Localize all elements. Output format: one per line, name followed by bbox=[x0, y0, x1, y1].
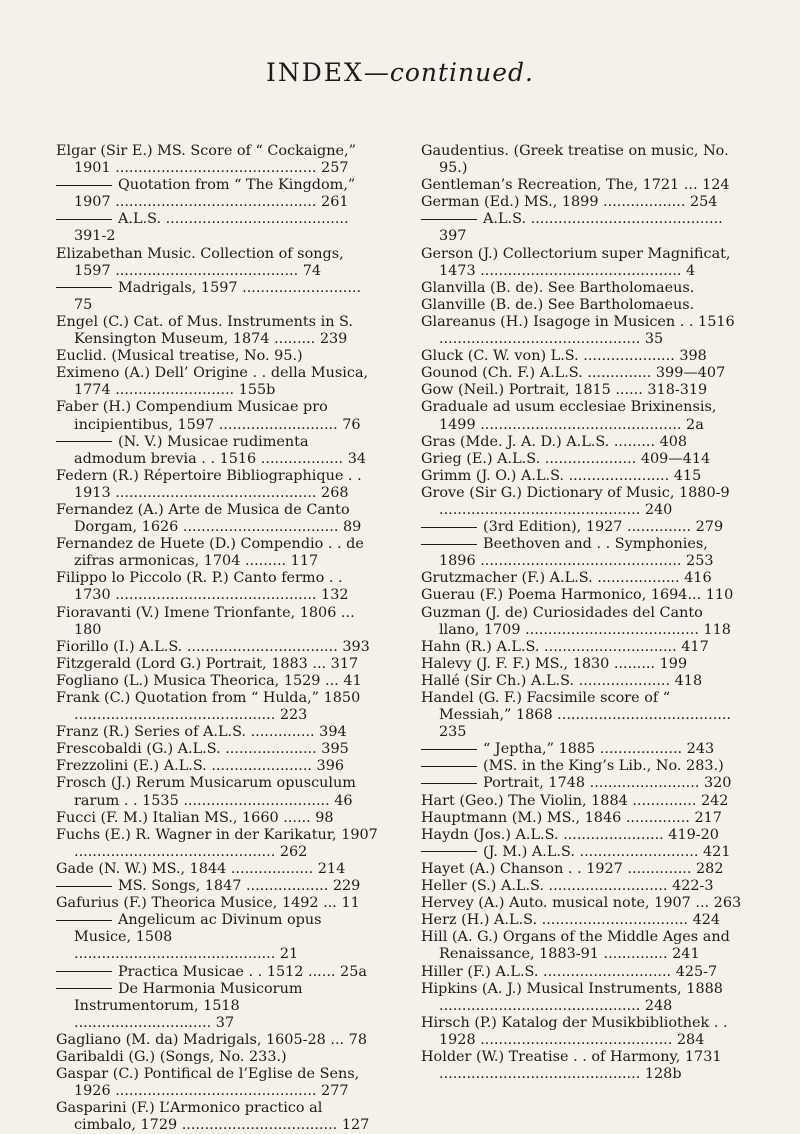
index-entry bbox=[56, 758, 378, 775]
entry-text: Hervey (A.) Auto. musical note, 1907 ... 263 bbox=[421, 895, 742, 912]
index-subentry bbox=[56, 280, 378, 314]
ditto-rule bbox=[421, 527, 477, 528]
entry-text: Fucci (F. M.) Italian MS., 1660 ...... 98 bbox=[56, 809, 334, 826]
ditto-rule bbox=[421, 219, 477, 220]
index-entry bbox=[421, 981, 743, 1015]
ditto-rule bbox=[56, 287, 112, 288]
entry-text: Glanvilla (B. de). See Bartholomaeus. bbox=[421, 279, 695, 296]
index-entry bbox=[421, 280, 743, 297]
index-entry bbox=[421, 382, 743, 399]
entry-text: (MS. in the King’s Lib., No. 283.) bbox=[483, 758, 724, 775]
entry-text: Guerau (F.) Poema Harmonico, 1694... 110 bbox=[421, 587, 734, 604]
entry-text: Fiorillo (I.) A.L.S. ................................. 393 bbox=[56, 638, 370, 655]
entry-text: Faber (H.) Compendium Musicae pro incipientibus, 1597 .......................... 76 bbox=[56, 399, 361, 433]
index-entry bbox=[56, 861, 378, 878]
index-entry bbox=[56, 143, 378, 177]
page-heading bbox=[0, 58, 800, 87]
index-subentry bbox=[56, 964, 378, 981]
index-entry bbox=[421, 1049, 743, 1083]
entry-text: Garibaldi (G.) (Songs, No. 233.) bbox=[56, 1048, 287, 1065]
entry-text: Gasparini (F.) L’Armonico practico al cimbalo, 1729 .................................. 127 bbox=[56, 1100, 370, 1134]
entry-text: Heller (S.) A.L.S. .......................... 422-3 bbox=[421, 878, 714, 895]
index-entry bbox=[56, 1032, 378, 1049]
entry-text: Glanville (B. de.) See Bartholomaeus. bbox=[421, 296, 695, 313]
entry-text: Hayet (A.) Chanson . . 1927 .............. 282 bbox=[421, 860, 724, 877]
index-entry bbox=[56, 348, 378, 365]
ditto-rule bbox=[56, 988, 112, 989]
ditto-rule bbox=[421, 851, 477, 852]
entry-text: Hart (Geo.) The Violin, 1884 .............. 242 bbox=[421, 792, 729, 809]
index-entry bbox=[56, 741, 378, 758]
entry-text: Gafurius (F.) Theorica Musice, 1492 ... 11 bbox=[56, 895, 360, 912]
entry-text: Beethoven and . . Symphonies, 1896 ............................................ 253 bbox=[439, 536, 714, 570]
index-entry bbox=[421, 964, 743, 981]
entry-text: Fuchs (E.) R. Wagner in der Karikatur, 1907 ............................................ 262 bbox=[56, 826, 378, 860]
entry-text: Madrigals, 1597 .......................... 75 bbox=[74, 279, 362, 313]
entry-text: Hallé (Sir Ch.) A.L.S. .................... 418 bbox=[421, 672, 703, 689]
index-entry bbox=[421, 485, 743, 519]
index-entry bbox=[56, 775, 378, 809]
entry-text: Gras (Mde. J. A. D.) A.L.S. ......... 408 bbox=[421, 433, 688, 450]
entry-text: Angelicum ac Divinum opus Musice, 1508 ............................................ 21 bbox=[74, 912, 322, 963]
index-entry bbox=[56, 605, 378, 639]
index-entry bbox=[421, 895, 743, 912]
index-entry bbox=[421, 929, 743, 963]
entry-text: Frosch (J.) Rerum Musicarum opusculum rarum . . 1535 ................................ 46 bbox=[56, 775, 356, 809]
index-subentry bbox=[421, 536, 743, 570]
index-entry bbox=[421, 570, 743, 587]
index-entry bbox=[56, 399, 378, 433]
entry-text: Gade (N. W.) MS., 1844 .................. 214 bbox=[56, 860, 346, 877]
index-entry bbox=[56, 1100, 378, 1134]
entry-text: Gaudentius. (Greek treatise on music, No. 95.) bbox=[421, 143, 729, 177]
entry-text: (N. V.) Musicae rudimenta admodum brevia . . 1516 .................. 34 bbox=[74, 433, 367, 467]
index-subentry bbox=[421, 741, 743, 758]
entry-text: Gagliano (M. da) Madrigals, 1605-28 ... 78 bbox=[56, 1031, 367, 1048]
ditto-rule bbox=[56, 185, 112, 186]
index-entry bbox=[421, 861, 743, 878]
index-subentry bbox=[421, 775, 743, 792]
ditto-rule bbox=[421, 544, 477, 545]
entry-text: Fioravanti (V.) Imene Trionfante, 1806 ... 180 bbox=[56, 604, 355, 638]
entry-text: Gluck (C. W. von) L.S. .................... 398 bbox=[421, 348, 707, 365]
ditto-rule bbox=[56, 971, 112, 972]
entry-text: Glareanus (H.) Isagoge in Musicen . . 1516 ............................................ 35 bbox=[421, 313, 735, 348]
entry-text: Hauptmann (M.) MS., 1846 .............. 217 bbox=[421, 809, 722, 826]
index-entry bbox=[421, 878, 743, 895]
entry-text: Franz (R.) Series of A.L.S. .............. 394 bbox=[56, 724, 347, 741]
entry-text: Gaspar (C.) Pontifical de l’Eglise de Sens, 1926 ............................................ 277 bbox=[56, 1066, 360, 1100]
entry-text: Grimm (J. O.) A.L.S. ...................... 415 bbox=[421, 467, 702, 484]
index-entry bbox=[56, 502, 378, 536]
entry-text: Gerson (J.) Collectorium super Magnificat, 1473 ............................................ 4 bbox=[421, 245, 731, 279]
entry-text: Haydn (Jos.) A.L.S. ...................... 419-20 bbox=[421, 826, 719, 843]
index-entry bbox=[421, 793, 743, 810]
index-entry bbox=[56, 656, 378, 673]
ditto-rule bbox=[421, 749, 477, 750]
entry-text: Euclid. (Musical treatise, No. 95.) bbox=[56, 348, 303, 365]
index-entry bbox=[56, 1066, 378, 1100]
entry-text: Grutzmacher (F.) A.L.S. .................. 416 bbox=[421, 570, 712, 587]
index-entry bbox=[421, 246, 743, 280]
entry-text: “ Jeptha,” 1885 .................. 243 bbox=[483, 741, 715, 758]
entry-text: Graduale ad usum ecclesiae Brixinensis, 1499 ............................................ 2a bbox=[421, 399, 717, 433]
entry-text: Herz (H.) A.L.S. ................................ 424 bbox=[421, 912, 721, 929]
index-entry bbox=[421, 587, 743, 604]
entry-text: Gentleman’s Recreation, The, 1721 ... 124 bbox=[421, 177, 730, 194]
entry-text: Fitzgerald (Lord G.) Portrait, 1883 ... 317 bbox=[56, 655, 359, 672]
index-entry bbox=[421, 639, 743, 656]
index-entry bbox=[421, 143, 743, 177]
entry-text: Hirsch (P.) Katalog der Musikbibliothek . . 1928 .......................................... 284 bbox=[421, 1014, 728, 1048]
entry-text: Frezzolini (E.) A.L.S. ...................... 396 bbox=[56, 758, 345, 775]
heading-index: INDEX bbox=[266, 58, 364, 87]
heading-continued: —continued. bbox=[363, 58, 534, 87]
entry-text: Quotation from “ The Kingdom,” 1907 ............................................ 261 bbox=[74, 177, 356, 211]
index-entry bbox=[421, 1015, 743, 1049]
ditto-rule bbox=[56, 441, 112, 442]
index-column-left bbox=[56, 143, 378, 1134]
index-subentry bbox=[56, 878, 378, 895]
entry-text: Fernandez de Huete (D.) Compendio . . de zifras armonicas, 1704 ......... 117 bbox=[56, 536, 364, 570]
index-entry bbox=[421, 348, 743, 365]
index-entry bbox=[421, 314, 743, 348]
index-subentry bbox=[56, 177, 378, 211]
entry-text: Elizabethan Music. Collection of songs, 1597 ........................................ 74 bbox=[56, 245, 344, 279]
index-entry bbox=[56, 314, 378, 348]
index-entry bbox=[421, 468, 743, 485]
index-entry bbox=[421, 605, 743, 639]
index-entry bbox=[421, 451, 743, 468]
index-subentry bbox=[421, 758, 743, 775]
index-entry bbox=[421, 827, 743, 844]
entry-text: Guzman (J. de) Curiosidades del Canto llano, 1709 ...................................... 118 bbox=[421, 604, 731, 638]
index-entry bbox=[421, 656, 743, 673]
index-entry bbox=[56, 1049, 378, 1066]
entry-text: De Harmonia Musicorum Instrumentorum, 1518 .............................. 37 bbox=[74, 980, 303, 1031]
index-entry bbox=[56, 810, 378, 827]
index-entry bbox=[56, 895, 378, 912]
entry-text: Portrait, 1748 ........................ 320 bbox=[483, 775, 732, 792]
index-entry bbox=[56, 536, 378, 570]
index-entry bbox=[421, 810, 743, 827]
index-subentry bbox=[421, 211, 743, 245]
entry-text: MS. Songs, 1847 .................. 229 bbox=[118, 878, 361, 895]
index-entry bbox=[56, 724, 378, 741]
entry-text: Elgar (Sir E.) MS. Score of “ Cockaigne,” 1901 ............................................ 257 bbox=[56, 143, 356, 177]
index-subentry bbox=[421, 519, 743, 536]
index-subentry bbox=[56, 912, 378, 963]
index-entry bbox=[421, 434, 743, 451]
entry-text: Fernandez (A.) Arte de Musica de Canto Dorgam, 1626 .................................. 89 bbox=[56, 501, 362, 536]
entry-text: Handel (G. F.) Facsimile score of “ Messiah,” 1868 ...................................... 235 bbox=[421, 690, 732, 741]
index-entry bbox=[56, 639, 378, 656]
entry-text: (J. M.) A.L.S. .......................... 421 bbox=[483, 843, 731, 860]
entry-text: Halevy (J. F. F.) MS., 1830 ......... 199 bbox=[421, 655, 688, 672]
index-subentry bbox=[421, 844, 743, 861]
entry-text: Hiller (F.) A.L.S. ............................ 425-7 bbox=[421, 963, 718, 980]
entry-text: Hahn (R.) A.L.S. ............................. 417 bbox=[421, 638, 709, 655]
entry-text: Filippo lo Piccolo (R. P.) Canto fermo . . 1730 ............................................ 132 bbox=[56, 570, 349, 604]
entry-text: Holder (W.) Treatise . . of Harmony, 1731 ............................................ 128b bbox=[421, 1048, 722, 1083]
entry-text: A.L.S. ........................................ 391-2 bbox=[74, 211, 349, 245]
entry-text: Frescobaldi (G.) A.L.S. .................... 395 bbox=[56, 741, 349, 758]
ditto-rule bbox=[56, 886, 112, 887]
entry-text: German (Ed.) MS., 1899 .................. 254 bbox=[421, 194, 718, 211]
index-subentry bbox=[56, 211, 378, 245]
entry-text: Federn (R.) Répertoire Bibliographique . . 1913 ............................................ 268 bbox=[56, 467, 362, 501]
entry-text: Gounod (Ch. F.) A.L.S. .............. 399—407 bbox=[421, 365, 726, 382]
index-entry bbox=[421, 690, 743, 741]
index-entry bbox=[56, 246, 378, 280]
ditto-rule bbox=[56, 920, 112, 921]
index-subentry bbox=[56, 434, 378, 468]
entry-text: Hill (A. G.) Organs of the Middle Ages and Renaissance, 1883-91 .............. 241 bbox=[421, 929, 730, 963]
index-entry bbox=[421, 194, 743, 211]
index-entry bbox=[421, 912, 743, 929]
entry-text: Hipkins (A. J.) Musical Instruments, 1888 ............................................ 248 bbox=[421, 980, 723, 1014]
entry-text: Eximeno (A.) Dell’ Origine . . della Musica, 1774 .......................... 155b bbox=[56, 365, 369, 399]
entry-text: A.L.S. .......................................... 397 bbox=[439, 211, 723, 245]
entry-text: Frank (C.) Quotation from “ Hulda,” 1850 ............................................ 223 bbox=[56, 690, 361, 724]
ditto-rule bbox=[56, 219, 112, 220]
index-entry bbox=[56, 365, 378, 399]
index-entry bbox=[56, 673, 378, 690]
index-entry bbox=[421, 177, 743, 194]
index-entry bbox=[421, 297, 743, 314]
entry-text: Grieg (E.) A.L.S. .................... 409—414 bbox=[421, 450, 711, 467]
index-entry bbox=[56, 827, 378, 861]
entry-text: Practica Musicae . . 1512 ...... 25a bbox=[118, 963, 367, 980]
index-subentry bbox=[56, 981, 378, 1032]
ditto-rule bbox=[421, 766, 477, 767]
entry-text: (3rd Edition), 1927 .............. 279 bbox=[483, 519, 724, 536]
entry-text: Fogliano (L.) Musica Theorica, 1529 ... 41 bbox=[56, 672, 362, 689]
index-entry bbox=[56, 690, 378, 724]
index-entry bbox=[421, 673, 743, 690]
entry-text: Gow (Neil.) Portrait, 1815 ...... 318-319 bbox=[421, 382, 708, 399]
index-entry bbox=[56, 468, 378, 502]
index-column-right bbox=[421, 143, 743, 1083]
ditto-rule bbox=[421, 783, 477, 784]
entry-text: Engel (C.) Cat. of Mus. Instruments in S. Kensington Museum, 1874 ......... 239 bbox=[56, 313, 353, 348]
index-entry bbox=[421, 365, 743, 382]
entry-text: Grove (Sir G.) Dictionary of Music, 1880-9 ............................................ 240 bbox=[421, 484, 730, 518]
index-entry bbox=[56, 570, 378, 604]
index-entry bbox=[421, 399, 743, 433]
